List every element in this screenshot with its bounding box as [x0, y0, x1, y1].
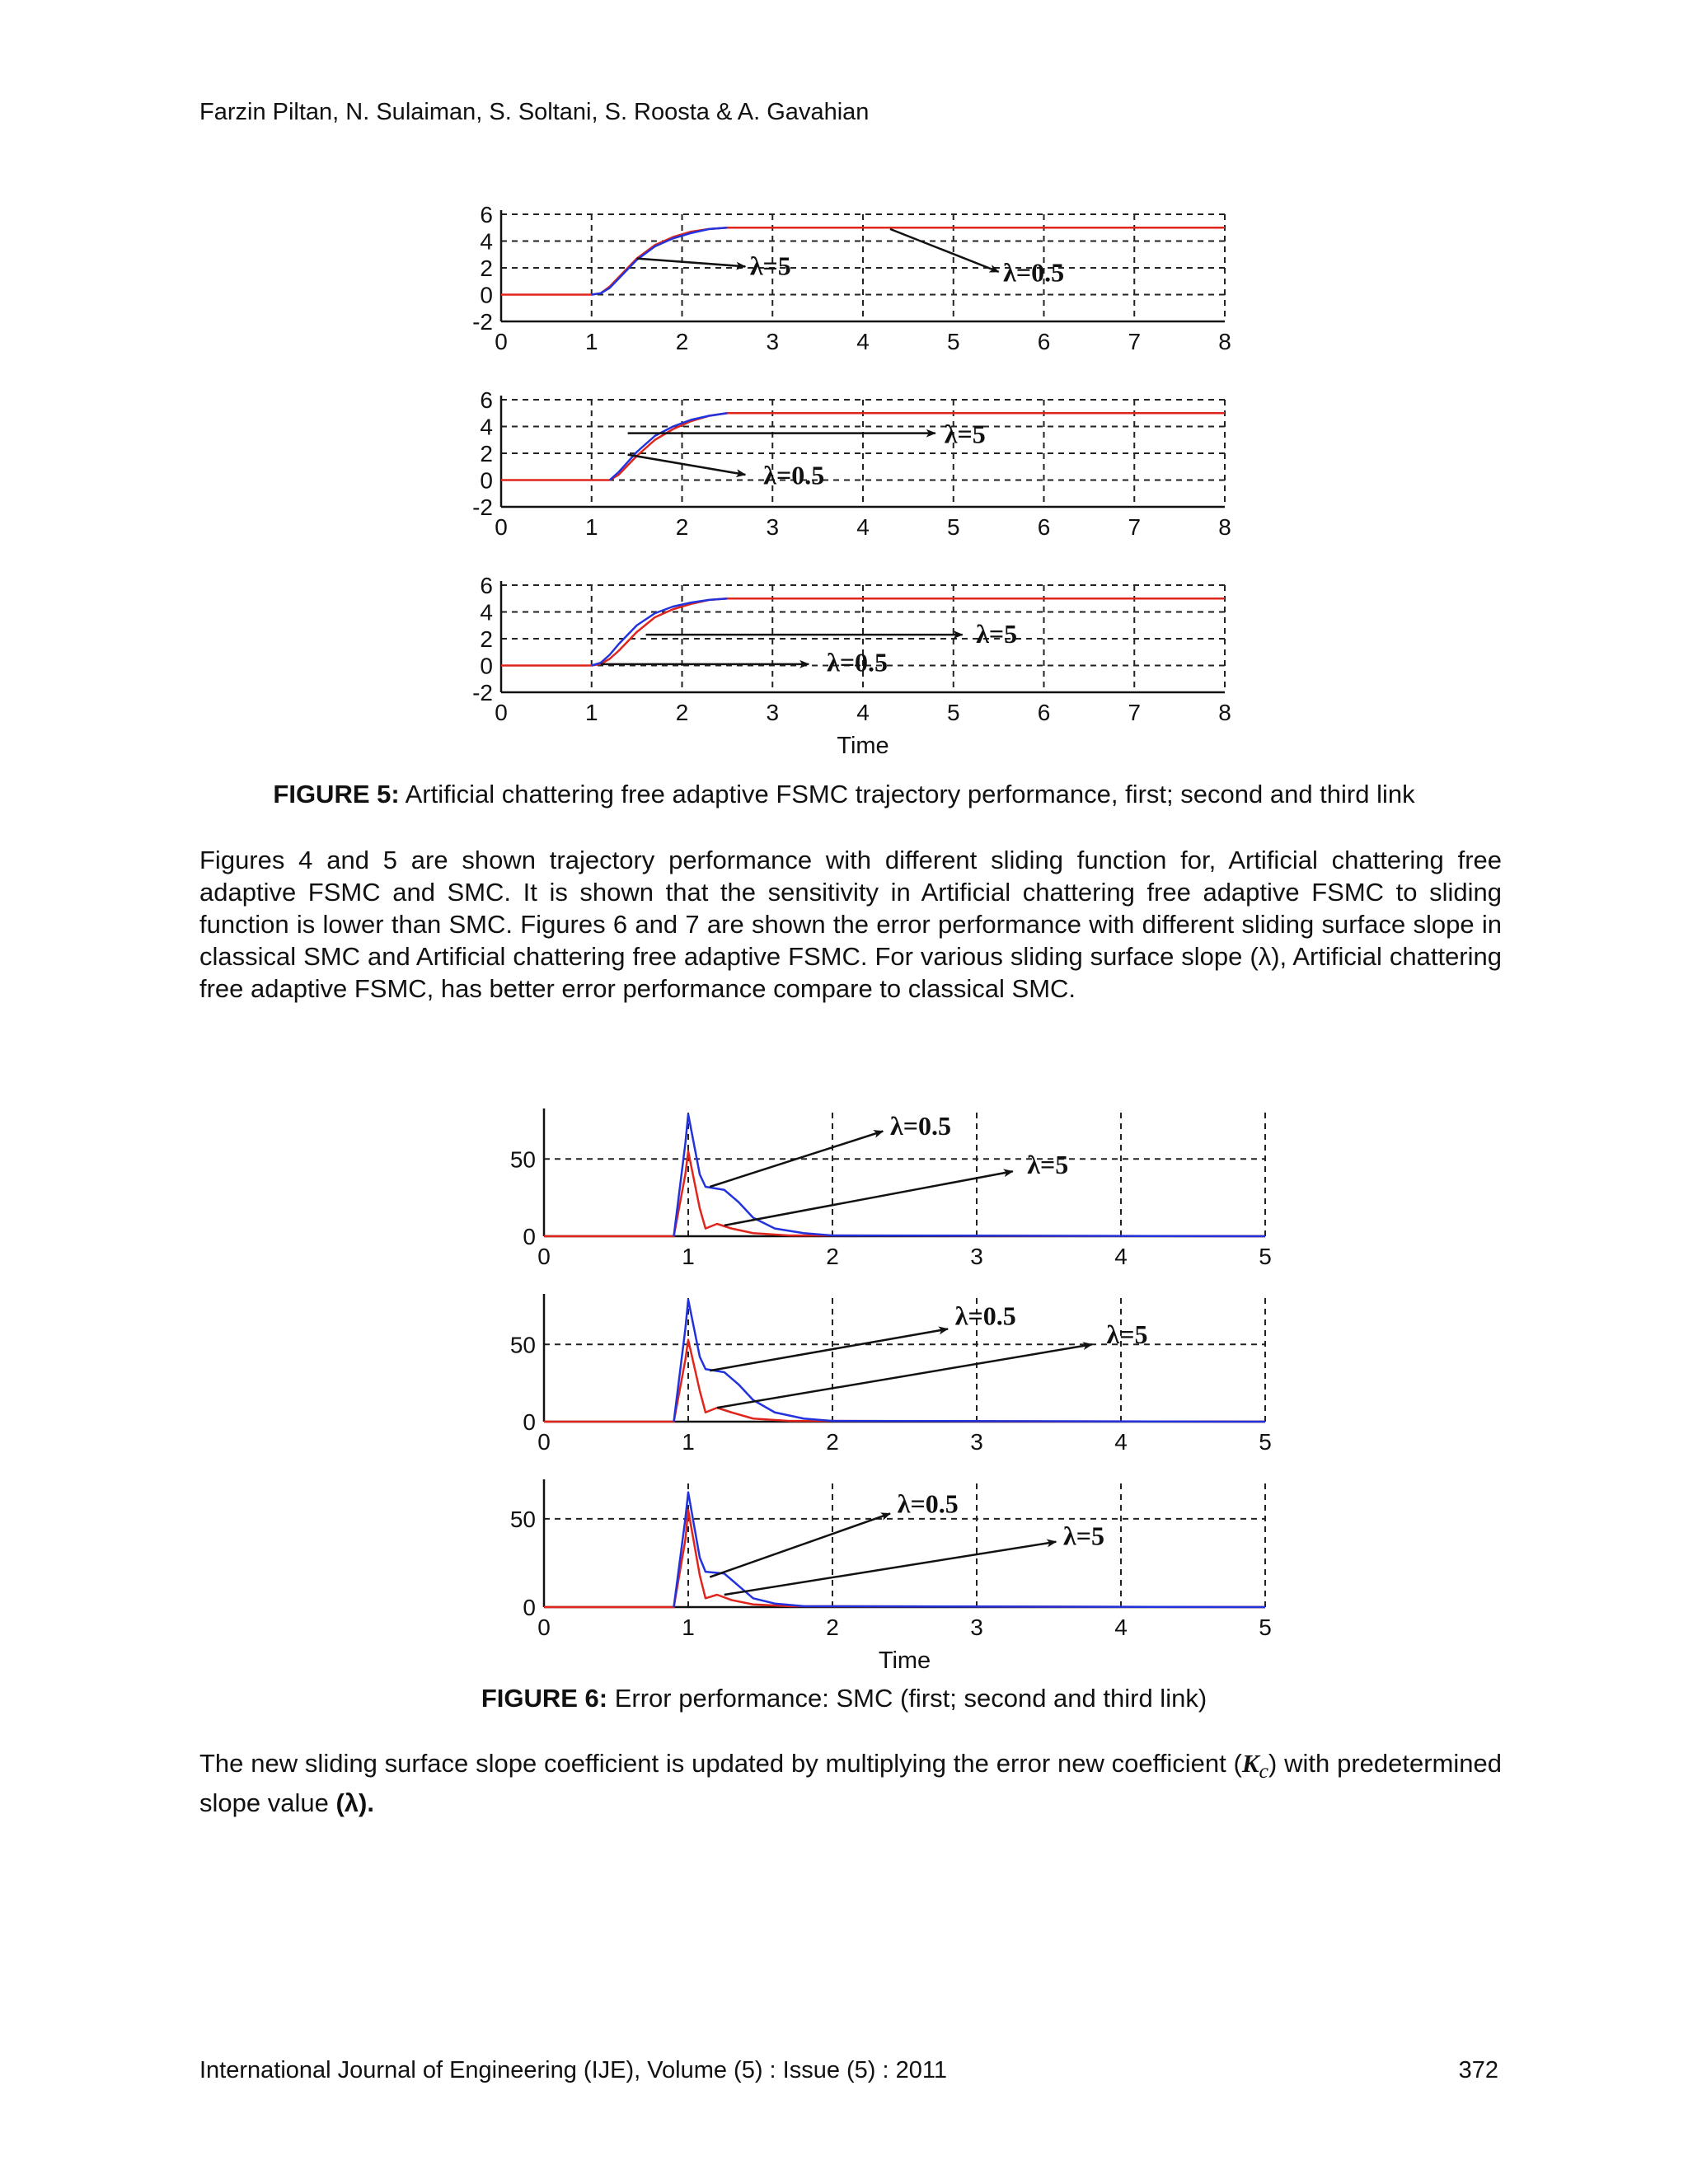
y-tick-label: 0 [523, 1224, 536, 1249]
annotation-label: λ=0.5 [897, 1488, 959, 1519]
x-tick-label: 5 [1259, 1429, 1272, 1455]
y-tick-label: -2 [472, 680, 493, 705]
figure-5-caption-label: FIGURE 5: [273, 780, 400, 808]
x-tick-label: 1 [584, 700, 598, 725]
x-tick-label: 2 [675, 329, 689, 354]
x-tick-label: 2 [826, 1429, 839, 1455]
y-tick-label: 2 [480, 441, 493, 466]
y-tick-label: 0 [523, 1595, 536, 1620]
lambda-bold: (λ). [335, 1788, 374, 1818]
chart-panel-3 [510, 1108, 1272, 1269]
x-tick-label: 4 [856, 700, 870, 725]
annotation-arrow [637, 259, 746, 267]
x-tick-label: 2 [826, 1615, 839, 1640]
x-tick-label: 6 [1037, 514, 1051, 540]
annotation-label: λ=5 [1106, 1319, 1148, 1349]
y-tick-label: 0 [480, 282, 493, 308]
x-tick-label: 4 [1114, 1615, 1128, 1640]
figure-6-caption-label: FIGURE 6: [481, 1684, 608, 1713]
x-tick-label: 2 [675, 700, 689, 725]
y-tick-label: 4 [480, 228, 493, 255]
x-tick-label: 5 [1259, 1244, 1272, 1269]
annotation-arrow [710, 1329, 948, 1371]
y-tick-label: 50 [509, 1506, 536, 1532]
annotation-arrow [724, 1171, 1013, 1226]
body-paragraph-1: Figures 4 and 5 are shown trajectory performance with different sliding function for, Artificial chattering free adaptive FSMC and SMC. It is shown that the sensitivity in Artificial chattering free adaptive FSMC to sliding function is lower than SMC. Figures 6 and 7 are shown the error performance with different sliding surface slope in classical SMC and Artificial chattering free adaptive FSMC. For various sliding surface slope (λ), Artificial chattering free adaptive FSMC, has better error performance compare to classical SMC. [199, 846, 1502, 1003]
x-tick-label: 3 [766, 329, 780, 354]
y-tick-label: 50 [509, 1146, 536, 1173]
x-tick-label: 4 [856, 514, 870, 540]
annotation-label: λ=5 [1027, 1149, 1069, 1179]
y-tick-label: 6 [480, 573, 493, 598]
x-tick-label: 0 [495, 514, 508, 540]
x-tick-label: 8 [1218, 329, 1231, 354]
chart-panel-5 [510, 1479, 1272, 1674]
x-tick-label: 0 [537, 1615, 551, 1640]
chart-panel-2 [472, 573, 1231, 759]
x-tick-label: 6 [1037, 700, 1051, 725]
x-tick-label: 2 [675, 514, 689, 540]
annotation-label: λ=5 [944, 419, 986, 449]
annotation-label: λ=0.5 [954, 1301, 1016, 1331]
y-tick-label: 2 [480, 255, 493, 281]
y-tick-label: 50 [509, 1332, 536, 1358]
x-tick-label: 0 [537, 1429, 551, 1455]
x-tick-label: 3 [766, 514, 780, 540]
y-tick-label: 0 [480, 653, 493, 679]
x-tick-label: 4 [1114, 1244, 1128, 1269]
series-line-1 [610, 413, 728, 480]
x-tick-label: 1 [682, 1244, 695, 1269]
annotation-label: λ=5 [1063, 1521, 1104, 1551]
x-tick-label: 1 [584, 329, 598, 354]
annotation-arrow [717, 1344, 1092, 1408]
series-line-0 [544, 1151, 1265, 1236]
x-tick-label: 1 [682, 1615, 695, 1640]
paragraph-2-before: The new sliding surface slope coefficient is updated by multiplying the error new coefficient ( [199, 1749, 1242, 1778]
annotation-arrow [710, 1513, 890, 1577]
series-line-0 [544, 1340, 1265, 1422]
x-tick-label: 2 [826, 1244, 839, 1269]
x-tick-label: 3 [970, 1429, 983, 1455]
x-tick-label: 3 [766, 700, 780, 725]
figure-6-chart [0, 1096, 1688, 1681]
x-tick-label: 1 [682, 1429, 695, 1455]
x-tick-label: 0 [495, 700, 508, 725]
y-tick-label: 0 [480, 467, 493, 494]
annotation-label: λ=0.5 [890, 1110, 951, 1141]
y-tick-label: 2 [480, 626, 493, 652]
x-tick-label: 5 [946, 514, 960, 540]
chart-panel-0 [472, 202, 1231, 354]
y-tick-label: -2 [472, 309, 493, 335]
y-tick-label: 4 [480, 414, 493, 440]
figure-5-caption-text: Artificial chattering free adaptive FSMC trajectory performance, first; second and third link [399, 780, 1415, 808]
x-axis-label: Time [837, 733, 889, 759]
x-tick-label: 0 [537, 1244, 551, 1269]
x-tick-label: 5 [1259, 1615, 1272, 1640]
page-number: 372 [1458, 2057, 1498, 2083]
annotation-arrow [890, 229, 999, 272]
annotation-label: λ=5 [976, 619, 1018, 649]
figure-6-caption-text: Error performance: SMC (first; second and third link) [607, 1684, 1207, 1713]
body-paragraph-2 [199, 1747, 1502, 1819]
annotation-arrow [724, 1542, 1057, 1595]
x-tick-label: 7 [1128, 514, 1142, 540]
x-tick-label: 3 [970, 1244, 983, 1269]
annotation-label: λ=5 [749, 251, 791, 281]
annotation-label: λ=0.5 [1003, 257, 1065, 288]
x-tick-label: 4 [1114, 1429, 1128, 1455]
figure-6-caption [0, 1684, 1688, 1713]
y-tick-label: 6 [480, 202, 493, 227]
x-tick-label: 7 [1128, 700, 1142, 725]
kc-symbol: $K_c$ [1241, 1749, 1268, 1783]
y-tick-label: 4 [480, 599, 493, 626]
journal-footer: International Journal of Engineering (IJE), Volume (5) : Issue (5) : 2011 [199, 2057, 948, 2083]
x-tick-label: 6 [1037, 329, 1051, 354]
chart-panel-1 [472, 387, 1231, 540]
figure-5-caption [0, 780, 1688, 809]
paragraph-2-after: ) with predetermined slope value [199, 1749, 1502, 1818]
series-line-1 [674, 1493, 1266, 1607]
y-tick-label: 0 [523, 1409, 536, 1435]
x-tick-label: 5 [946, 329, 960, 354]
x-tick-label: 1 [584, 514, 598, 540]
annotation-label: λ=0.5 [763, 460, 825, 490]
x-tick-label: 5 [946, 700, 960, 725]
x-tick-label: 4 [856, 329, 870, 354]
x-tick-label: 8 [1218, 514, 1231, 540]
annotation-label: λ=0.5 [827, 647, 889, 677]
annotation-arrow [628, 455, 746, 475]
x-tick-label: 7 [1128, 329, 1142, 354]
series-line-0 [544, 1510, 1265, 1607]
figure-5-chart [0, 198, 1688, 791]
running-header: Farzin Piltan, N. Sulaiman, S. Soltani, S. Roosta & A. Gavahian [199, 99, 870, 125]
y-tick-label: 6 [480, 387, 493, 413]
y-tick-label: -2 [472, 494, 493, 520]
x-tick-label: 3 [970, 1615, 983, 1640]
x-axis-label: Time [878, 1647, 931, 1674]
x-tick-label: 0 [495, 329, 508, 354]
x-tick-label: 8 [1218, 700, 1231, 725]
chart-panel-4 [510, 1294, 1272, 1455]
